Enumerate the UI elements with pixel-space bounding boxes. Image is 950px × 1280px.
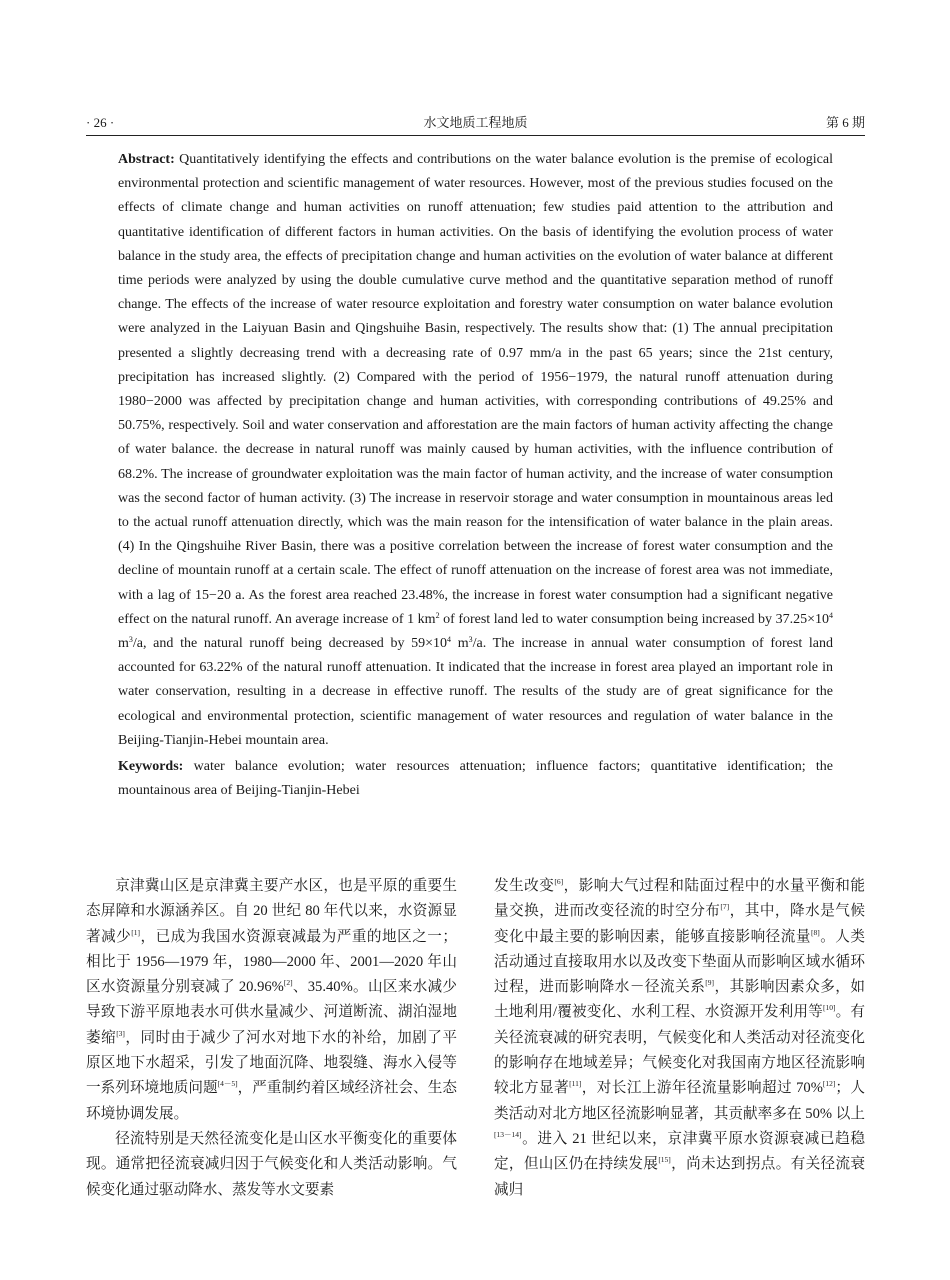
abstract-block: [118, 148, 833, 803]
body-paragraph: [86, 874, 457, 1127]
body-text: 。人类活动通过直接取用水以及改变下垫面从而影响区域水循环过程，进而影响降水－径流关系: [494, 928, 865, 996]
journal-title: 水文地质工程地质: [423, 115, 528, 130]
body-text: ，尚未达到拐点。有关径流衰减归: [494, 1156, 865, 1198]
superscript: 4: [447, 635, 452, 645]
superscript: 2: [435, 610, 440, 620]
body-text: ，严重制约着区域经济社会、生态环境协调发展。: [86, 1080, 457, 1122]
citation: [4－5]: [217, 1079, 238, 1089]
superscript: 4: [829, 610, 833, 620]
body-text: ，其中，降水是气候变化中最主要的影响因素，能够直接影响径流量: [494, 903, 865, 945]
citation: [3]: [116, 1028, 125, 1038]
citation: [12]: [822, 1079, 836, 1089]
body-text: 、35.40%。山区来水减少导致下游平原地表水可供水量减少、河道断流、湖泊湿地萎缩: [86, 979, 457, 1046]
body-text: 。进入 21 世纪以来，京津冀平原水资源衰减已趋稳定，但山区仍在持续发展: [494, 1130, 865, 1173]
abstract-text: Quantitatively identifying the effects and contributions on the water balance evolution is the premise of ecological environmental protection and scientific management of water resources. However, most of the previous studies focused on the effects of climate change and human activities on runoff attenuation; few studies paid attention to the attribution and quantitative identification of different factors in human activities. On the basis of identifying the evolution process of water balance in the study area, the effects of precipitation change and human activities on the evolution of water balance at different time periods were analyzed by using the double cumulative curve method and the quantitative separation method of runoff change. The effects of the increase of water resource exploitation and forestry water consumption on water balance evolution were analyzed in the Laiyuan Basin and Qingshuihe Basin, respectively. The results show that: (1) The annual precipitation presented a slightly decreasing trend with a decreasing rate of 0.97 mm/a in the past 65 years; since the 21st century, precipitation has increased slightly. (2) Compared with the period of 1956−1979, the natural runoff attenuation during 1980−2000 was affected by precipitation change and human activities, with corresponding contributions of 49.25% and 50.75%, respectively. Soil and water conservation and afforestation are the main factors of human activity affecting the change of water balance. the decrease in natural runoff was mainly caused by human activities, with the influence contribution of 68.2%. The increase of groundwater exploitation was the main factor of human activity, and the increase of water consumption was the second factor of human activity. (3) The increase in reservoir storage and water consumption in mountainous areas led to the actual runoff attenuation directly, which was the main reason for the intensification of water balance in the plain areas. (4) In the Qingshuihe River Basin, there was a positive correlation between the increase of forest water consumption and the decline of mountain runoff at a certain scale. The effect of runoff attenuation on the increase of forest area was not immediate, with a lag of 15−20 a. As the forest area reached 23.48%, the increase in forest water consumption had a significant negative effect on the natural runoff. An average increase of 1 km: [118, 152, 833, 627]
keywords-text: water balance evolution; water resources attenuation; influence factors; quantitative identification; the mountainous area of Beijing-Tianjin-Hebei: [118, 759, 833, 799]
body-text: 京津冀山区是京津冀主要产水区，也是平原的重要生态屏障和水源涵养区。自 20 世纪 80 年代以来，水资源显著减少: [86, 878, 457, 945]
citation: [8]: [810, 927, 820, 937]
body-text: 发生改变: [494, 878, 555, 894]
superscript: 3: [128, 635, 133, 645]
abstract-text: /a, and the natural runoff being decreased by 59×10: [132, 636, 448, 652]
body-paragraph: 径流特别是天然径流变化是山区水平衡变化的重要体现。通常把径流衰减归因于气候变化和人类活动影响。气候变化通过驱动降水、蒸发等水文要素: [86, 1130, 457, 1198]
citation: [10]: [822, 1003, 836, 1013]
page-number: · 26 ·: [86, 115, 115, 130]
header-rule: [86, 135, 865, 136]
body-column-right: [494, 874, 865, 1203]
body-text: ；人类活动对北方地区径流影响显著，其贡献率多在 50% 以上: [494, 1080, 865, 1122]
citation: [15]: [658, 1155, 671, 1165]
citation: [1]: [131, 927, 141, 937]
keywords-label: Keywords:: [118, 759, 184, 775]
abstract-text: m: [118, 636, 129, 652]
superscript: 3: [468, 635, 473, 645]
keywords-paragraph: [118, 755, 833, 803]
body-text: ，对长江上游年径流量影响超过 70%: [581, 1080, 823, 1097]
body-paragraph: [494, 874, 865, 1203]
abstract-text: /a. The increase in annual water consumption of forest land accounted for 63.22% of the natural runoff attenuation. It indicated that the increase in forest area played an important role in water conservation, resulting in a decrease in effective runoff. The results of the study are of great significance for the ecological and environmental protection, scientific management of water resources and regulation of water balance in the Beijing-Tianjin-Hebei mountain area.: [118, 636, 833, 748]
issue-number: 第 6 期: [825, 115, 865, 130]
citation: [11]: [569, 1079, 582, 1089]
body-text: ，已成为我国水资源衰减最为严重的地区之一；相比于 1956—1979 年，1980—2000 年、2001—2020 年山区水资源量分别衰减了 20.96%: [86, 928, 457, 996]
abstract-label: Abstract:: [118, 152, 175, 167]
abstract-text: of forest land led to water consumption being increased by 37.25×10: [439, 611, 829, 627]
abstract-paragraph: [118, 148, 833, 753]
body-text: 。有关径流衰减的研究表明，气候变化和人类活动对径流变化的影响存在地域差异；气候变化对我国南方地区径流影响较北方显著: [494, 1004, 865, 1097]
abstract-text: m: [451, 636, 469, 652]
citation: [13－14]: [494, 1129, 522, 1139]
citation: [2]: [283, 978, 293, 988]
body-column-left: [86, 874, 457, 1203]
body-text: ，影响大气过程和陆面过程中的水量平衡和能量交换，进而改变径流的时空分布: [494, 878, 865, 920]
body-text: ，同时由于减少了河水对地下水的补给，加剧了平原区地下水超采，引发了地面沉降、地裂缝、海水入侵等一系列环境地质问题: [86, 1029, 457, 1097]
running-header: [86, 113, 865, 133]
citation: [6]: [554, 877, 564, 886]
citation: [7]: [720, 902, 730, 912]
citation: [9]: [705, 978, 715, 988]
body-text: ，其影响因素众多，如土地利用/覆被变化、水利工程、水资源开发利用等: [494, 979, 865, 1021]
